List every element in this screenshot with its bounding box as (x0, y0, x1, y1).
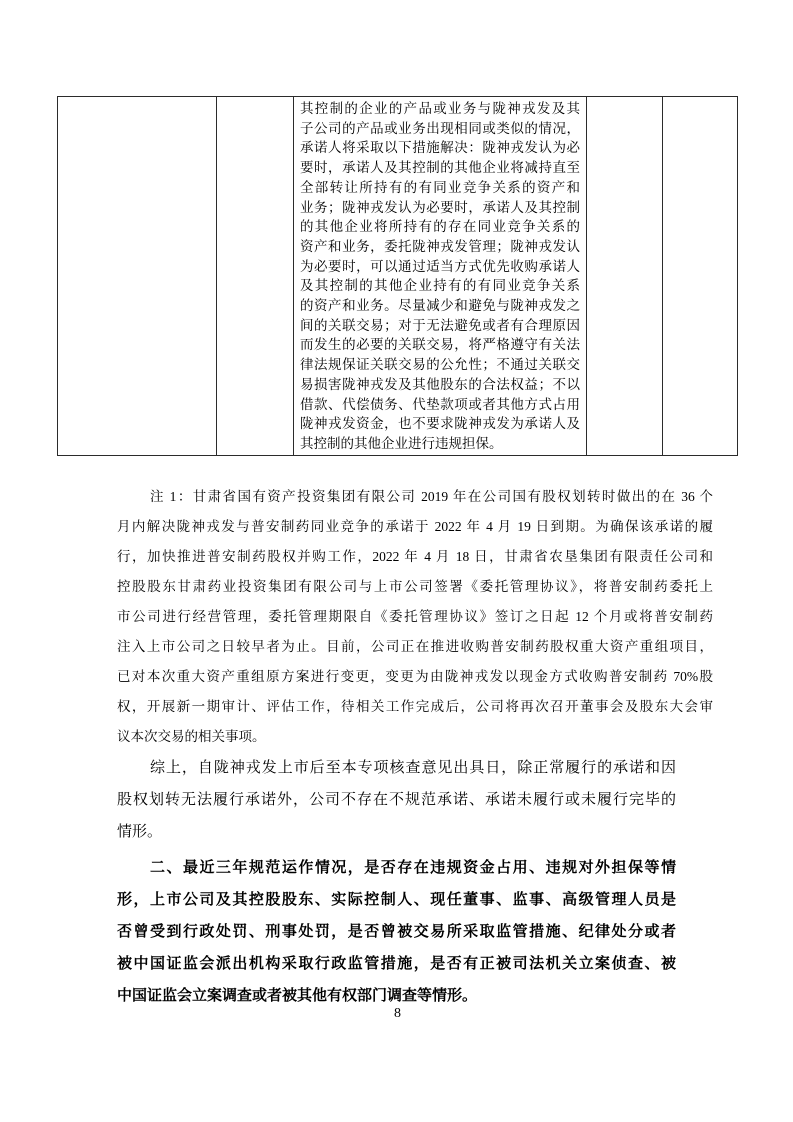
text-line: 资产和业务，委托陇神戎发管理；陇神戎发认 (300, 238, 580, 254)
text-line: 注入上市公司之日较早者为止。目前，公司正在推进收购普安制药股权重大资产重组项目， (117, 639, 713, 654)
text-line: 易损害陇神戎发及其他股东的合法权益；不以 (300, 376, 580, 392)
text-line: 月内解决陇神戎发与普安制药同业竞争的承诺于 2022 年 4 月 19 日到期。为确保该承诺的履 (117, 519, 713, 534)
note-1-paragraph (117, 482, 713, 752)
text-line: 权，开展新一期审计、评估工作，待相关工作完成后，公司将再次召开董事会及股东大会审 (117, 699, 713, 714)
text-line: 子公司的产品或业务出现相同或类似的情况， (300, 120, 580, 136)
text-line: 被中国证监会派出机构采取行政监管措施，是否有正被司法机关立案侦查、被 (117, 956, 676, 972)
text-line: 借款、代偿债务、代垫款项或者其他方式占用 (300, 396, 580, 412)
commitments-table (57, 96, 738, 456)
text-line: 承诺人将采取以下措施解决：陇神戎发认为必 (300, 140, 580, 156)
text-line: 综上，自陇神戎发上市后至本专项核查意见出具日，除正常履行的承诺和因 (150, 760, 676, 776)
text-line: 二、最近三年规范运作情况，是否存在违规资金占用、违规对外担保等情 (150, 860, 676, 876)
text-line: 及其控制的其他企业持有的有同业竞争关系 (300, 278, 580, 294)
text-line: 形，上市公司及其控股股东、实际控制人、现任董事、监事、高级管理人员是 (117, 892, 676, 908)
text-line: 间的关联交易；对于无法避免或者有合理原因 (300, 317, 580, 333)
text-line: 中国证监会立案调查或者被其他有权部门调查等情形。 (117, 988, 478, 1004)
text-line: 全部转让所持有的有同业竞争关系的资产和 (300, 179, 580, 195)
page-number: 8 (394, 1006, 401, 1021)
summary-paragraph (117, 752, 676, 848)
text-line: 议本次交易的相关事项。 (117, 729, 266, 744)
commitment-measures-cell (294, 97, 587, 455)
text-line: 其控制的企业的产品或业务与陇神戎发及其 (300, 101, 580, 116)
text-line: 情形。 (117, 824, 163, 840)
text-line: 而发生的必要的关联交易，将严格遵守有关法 (300, 337, 580, 353)
section-2-heading (117, 852, 676, 1012)
text-line: 否曾受到行政处罚、刑事处罚，是否曾被交易所采取监管措施、纪律处分或者 (117, 924, 676, 940)
text-line: 行，加快推进普安制药股权并购工作，2022 年 4 月 18 日，甘肃省农垦集团有限责任公司和 (117, 549, 713, 564)
text-line: 要时，承诺人及其控制的其他企业将减持直至 (300, 160, 580, 176)
table-cell-empty-1 (58, 97, 217, 455)
text-line: 的其他企业将所持有的存在同业竞争关系的 (300, 219, 580, 235)
table-cell-empty-3 (587, 97, 663, 455)
text-line: 律法规保证关联交易的公允性；不通过关联交 (300, 357, 580, 373)
text-line: 其控制的其他企业进行违规担保。 (300, 435, 503, 451)
text-line: 注 1：甘肃省国有资产投资集团有限公司 2019 年在公司国有股权划转时做出的在 36 个 (150, 489, 713, 504)
text-line: 业务；陇神戎发认为必要时，承诺人及其控制 (300, 199, 580, 215)
text-line: 为必要时，可以通过适当方式优先收购承诺人 (300, 258, 580, 274)
table-cell-empty-2 (217, 97, 294, 455)
text-line: 控股股东甘肃药业投资集团有限公司与上市公司签署《委托管理协议》，将普安制药委托上 (117, 579, 713, 594)
text-line: 陇神戎发资金，也不要求陇神戎发为承诺人及 (300, 416, 580, 432)
text-line: 已对本次重大资产重组原方案进行变更，变更为由陇神戎发以现金方式收购普安制药 70%股 (117, 669, 713, 684)
text-line: 股权划转无法履行承诺外，公司不存在不规范承诺、承诺未履行或未履行完毕的 (117, 792, 676, 808)
table-cell-empty-4 (663, 97, 737, 455)
text-line: 市公司进行经营管理，委托管理期限自《委托管理协议》签订之日起 12 个月或将普安制药 (117, 609, 713, 624)
text-line: 的资产和业务。尽量减少和避免与陇神戎发之 (300, 298, 580, 314)
